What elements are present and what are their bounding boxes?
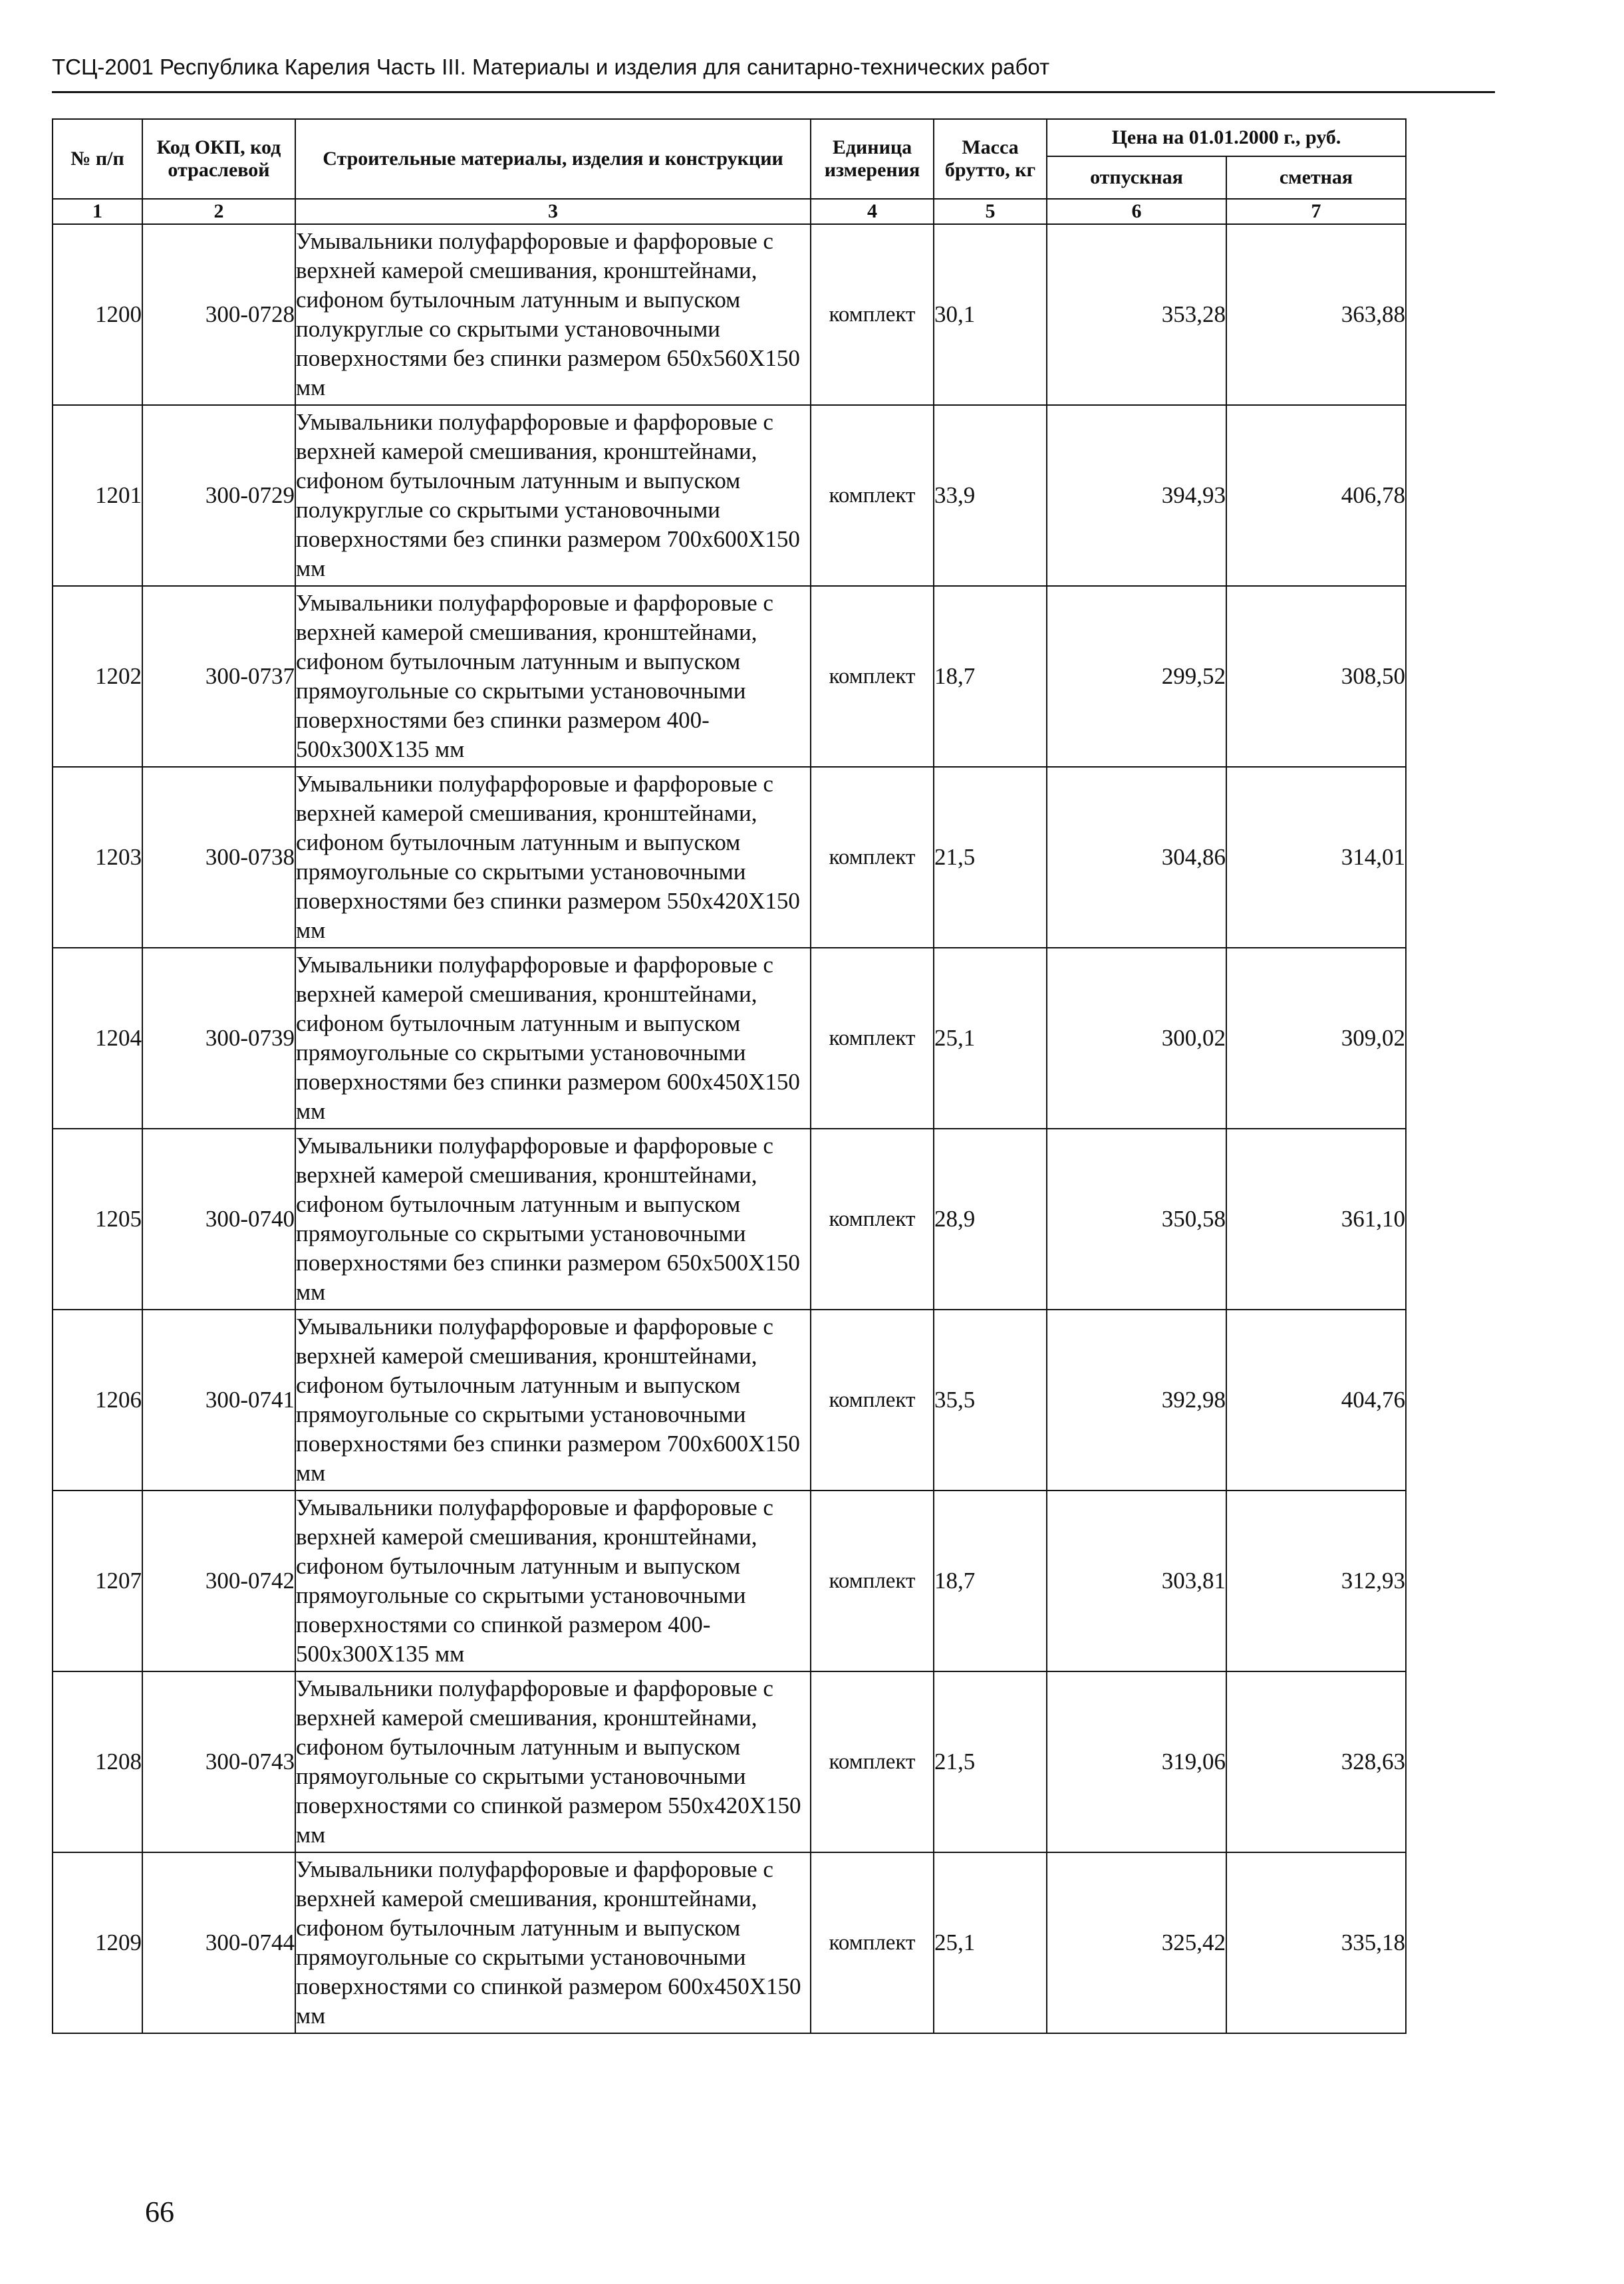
table-row — [53, 948, 1406, 1129]
row-description: Умывальники полуфарфоровые и фарфоровые с верхней камерой смешивания, кронштейнами, сифоном бутылочным латунным и выпуском прямоугольные со скрытыми установочными поверхностями без спинки размером 650х500Х150 мм — [295, 1129, 811, 1310]
row-description: Умывальники полуфарфоровые и фарфоровые с верхней камерой смешивания, кронштейнами, сифоном бутылочным латунным и выпуском полукруглые со скрытыми установочными поверхностями без спинки размером 700х600Х150 мм — [295, 405, 811, 586]
row-number: 1209 — [53, 1852, 142, 2033]
header-mass: Масса брутто, кг — [934, 119, 1047, 199]
column-number: 7 — [1226, 199, 1406, 224]
column-number: 6 — [1047, 199, 1226, 224]
row-number: 1201 — [53, 405, 142, 586]
row-code: 300-0741 — [142, 1310, 295, 1491]
row-price-estimate: 308,50 — [1226, 586, 1406, 767]
table-row — [53, 767, 1406, 948]
row-number: 1200 — [53, 224, 142, 405]
column-number: 2 — [142, 199, 295, 224]
row-price-release: 353,28 — [1047, 224, 1226, 405]
row-description: Умывальники полуфарфоровые и фарфоровые с верхней камерой смешивания, кронштейнами, сифоном бутылочным латунным и выпуском прямоугольные со скрытыми установочными поверхностями со спинкой размером 550х420Х150 мм — [295, 1671, 811, 1852]
column-number: 1 — [53, 199, 142, 224]
row-price-estimate: 328,63 — [1226, 1671, 1406, 1852]
row-code: 300-0740 — [142, 1129, 295, 1310]
row-description: Умывальники полуфарфоровые и фарфоровые с верхней камерой смешивания, кронштейнами, сифоном бутылочным латунным и выпуском прямоугольные со скрытыми установочными поверхностями без спинки размером 700х600Х150 мм — [295, 1310, 811, 1491]
row-number: 1202 — [53, 586, 142, 767]
row-description: Умывальники полуфарфоровые и фарфоровые с верхней камерой смешивания, кронштейнами, сифоном бутылочным латунным и выпуском прямоугольные со скрытыми установочными поверхностями без спинки размером 600х450Х150 мм — [295, 948, 811, 1129]
row-code: 300-0729 — [142, 405, 295, 586]
row-price-estimate: 314,01 — [1226, 767, 1406, 948]
table-row — [53, 1129, 1406, 1310]
row-code: 300-0743 — [142, 1671, 295, 1852]
page-number: 66 — [145, 2196, 174, 2228]
header-unit: Единица измерения — [811, 119, 934, 199]
row-price-estimate: 361,10 — [1226, 1129, 1406, 1310]
row-code: 300-0744 — [142, 1852, 295, 2033]
row-price-release: 392,98 — [1047, 1310, 1226, 1491]
row-mass: 33,9 — [934, 405, 1047, 586]
table-row — [53, 586, 1406, 767]
row-price-release: 325,42 — [1047, 1852, 1226, 2033]
header-code: Код ОКП, код отраслевой — [142, 119, 295, 199]
row-unit: комплект — [811, 1129, 934, 1310]
row-price-estimate: 406,78 — [1226, 405, 1406, 586]
table-row — [53, 1852, 1406, 2033]
row-description: Умывальники полуфарфоровые и фарфоровые с верхней камерой смешивания, кронштейнами, сифоном бутылочным латунным и выпуском прямоугольные со скрытыми установочными поверхностями без спинки размером 400-500х300Х135 мм — [295, 586, 811, 767]
row-code: 300-0737 — [142, 586, 295, 767]
row-mass: 30,1 — [934, 224, 1047, 405]
row-unit: комплект — [811, 586, 934, 767]
row-price-release: 394,93 — [1047, 405, 1226, 586]
row-mass: 25,1 — [934, 1852, 1047, 2033]
row-unit: комплект — [811, 1671, 934, 1852]
row-code: 300-0742 — [142, 1491, 295, 1671]
row-description: Умывальники полуфарфоровые и фарфоровые с верхней камерой смешивания, кронштейнами, сифоном бутылочным латунным и выпуском прямоугольные со скрытыми установочными поверхностями без спинки размером 550х420Х150 мм — [295, 767, 811, 948]
row-price-release: 350,58 — [1047, 1129, 1226, 1310]
row-price-release: 300,02 — [1047, 948, 1226, 1129]
row-mass: 21,5 — [934, 767, 1047, 948]
table-row — [53, 1491, 1406, 1671]
column-number: 3 — [295, 199, 811, 224]
table-row — [53, 1671, 1406, 1852]
row-price-estimate: 363,88 — [1226, 224, 1406, 405]
table-row — [53, 405, 1406, 586]
row-number: 1207 — [53, 1491, 142, 1671]
row-unit: комплект — [811, 1491, 934, 1671]
row-price-estimate: 404,76 — [1226, 1310, 1406, 1491]
row-unit: комплект — [811, 767, 934, 948]
header-no: № п/п — [53, 119, 142, 199]
column-number: 5 — [934, 199, 1047, 224]
row-mass: 25,1 — [934, 948, 1047, 1129]
row-description: Умывальники полуфарфоровые и фарфоровые с верхней камерой смешивания, кронштейнами, сифоном бутылочным латунным и выпуском прямоугольные со скрытыми установочными поверхностями со спинкой размером 600х450Х150 мм — [295, 1852, 811, 2033]
row-price-release: 319,06 — [1047, 1671, 1226, 1852]
row-price-release: 303,81 — [1047, 1491, 1226, 1671]
row-number: 1204 — [53, 948, 142, 1129]
header-price-estimate: сметная — [1226, 156, 1406, 199]
row-price-estimate: 335,18 — [1226, 1852, 1406, 2033]
header-divider — [52, 91, 1495, 93]
document-header: ТСЦ-2001 Республика Карелия Часть III. Материалы и изделия для санитарно-технических работ — [52, 55, 1050, 79]
row-price-release: 299,52 — [1047, 586, 1226, 767]
table-row — [53, 1310, 1406, 1491]
row-mass: 21,5 — [934, 1671, 1047, 1852]
row-mass: 18,7 — [934, 586, 1047, 767]
row-unit: комплект — [811, 948, 934, 1129]
row-number: 1208 — [53, 1671, 142, 1852]
row-mass: 35,5 — [934, 1310, 1047, 1491]
table-row — [53, 224, 1406, 405]
row-mass: 28,9 — [934, 1129, 1047, 1310]
row-code: 300-0728 — [142, 224, 295, 405]
row-unit: комплект — [811, 1310, 934, 1491]
row-price-estimate: 309,02 — [1226, 948, 1406, 1129]
row-unit: комплект — [811, 224, 934, 405]
row-description: Умывальники полуфарфоровые и фарфоровые с верхней камерой смешивания, кронштейнами, сифоном бутылочным латунным и выпуском полукруглые со скрытыми установочными поверхностями без спинки размером 650х560Х150 мм — [295, 224, 811, 405]
row-number: 1205 — [53, 1129, 142, 1310]
row-code: 300-0739 — [142, 948, 295, 1129]
header-price-group: Цена на 01.01.2000 г., руб. — [1047, 119, 1406, 156]
price-table — [52, 118, 1407, 2034]
row-unit: комплект — [811, 405, 934, 586]
row-code: 300-0738 — [142, 767, 295, 948]
row-number: 1206 — [53, 1310, 142, 1491]
header-price-release: отпускная — [1047, 156, 1226, 199]
row-price-estimate: 312,93 — [1226, 1491, 1406, 1671]
row-price-release: 304,86 — [1047, 767, 1226, 948]
header-name: Строительные материалы, изделия и конструкции — [295, 119, 811, 199]
column-number: 4 — [811, 199, 934, 224]
row-description: Умывальники полуфарфоровые и фарфоровые с верхней камерой смешивания, кронштейнами, сифоном бутылочным латунным и выпуском прямоугольные со скрытыми установочными поверхностями со спинкой размером 400-500х300Х135 мм — [295, 1491, 811, 1671]
row-unit: комплект — [811, 1852, 934, 2033]
row-number: 1203 — [53, 767, 142, 948]
row-mass: 18,7 — [934, 1491, 1047, 1671]
